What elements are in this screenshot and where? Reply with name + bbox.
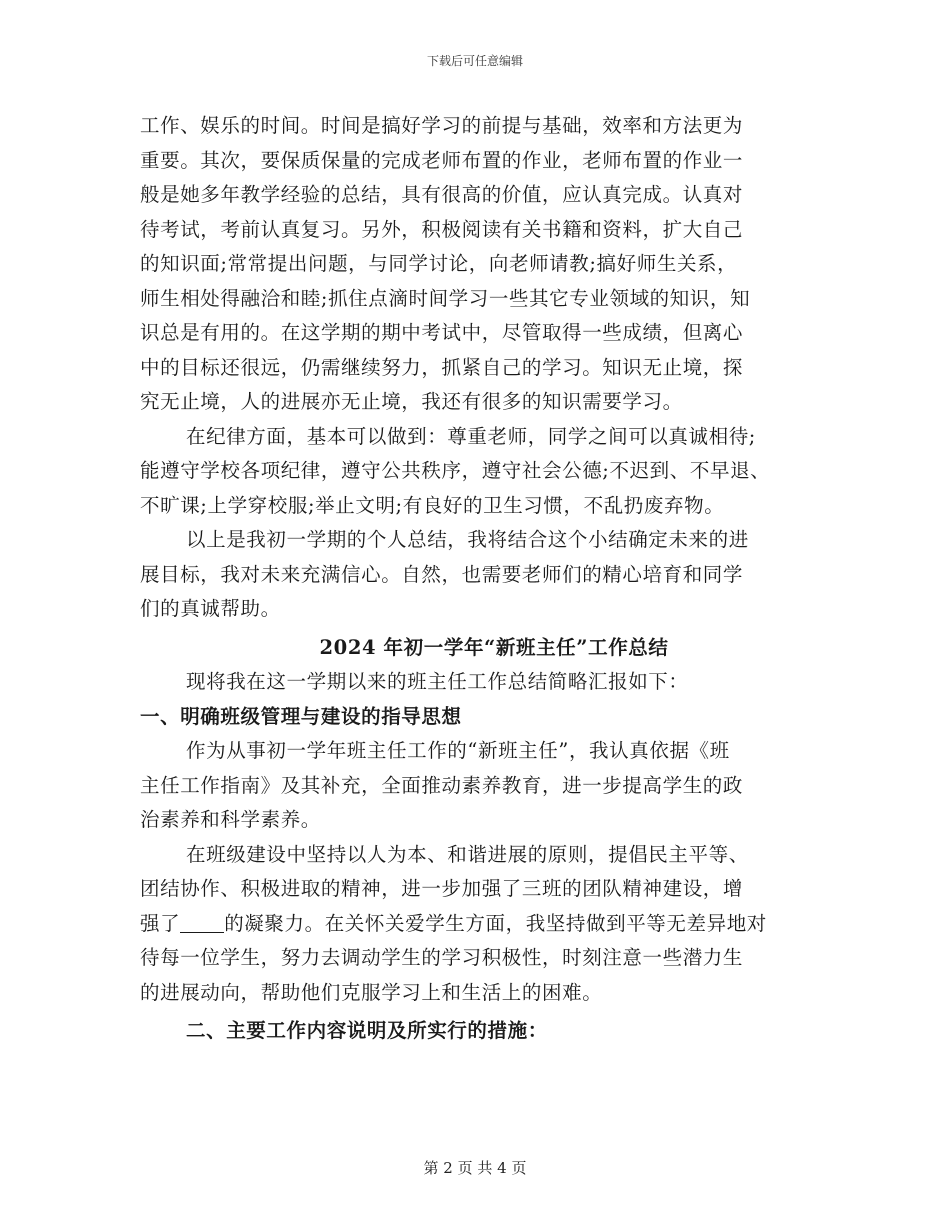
body-line: 展目标，我对未来充满信心。自然，也需要老师们的精心培育和同学 xyxy=(140,562,744,586)
page-footer: 第 2 页 共 4 页 xyxy=(423,1159,527,1177)
section-title: 2024 年初一学年“新班主任”工作总结 xyxy=(319,635,669,659)
fill-in-blank xyxy=(180,912,224,933)
body-line: 团结协作、积极进取的精神，进一步加强了三班的团队精神建设，增 xyxy=(140,877,744,900)
body-line: 待每一位学生，努力去调动学生的学习积极性，时刻注意一些潜力生 xyxy=(140,946,744,969)
body-line: 能遵守学校各项纪律，遵守公共秩序，遵守社会公德;不迟到、不早退、 xyxy=(140,459,771,482)
paragraph-start: 在纪律方面，基本可以做到：尊重老师，同学之间可以真诚相待; xyxy=(186,424,756,448)
body-line: 待考试，考前认真复习。另外，积极阅读有关书籍和资料，扩大自己 xyxy=(140,217,744,241)
paragraph-start: 在班级建设中坚持以人为本、和谐进展的原则，提倡民主平等、 xyxy=(186,842,749,866)
body-line: 治素养和科学素养。 xyxy=(140,808,321,831)
body-line: 工作、娱乐的时间。时间是搞好学习的前提与基础，效率和方法更为 xyxy=(140,114,744,137)
text-after-blank: 的凝聚力。在关怀关爱学生方面，我坚持做到平等无差异地对 xyxy=(224,911,767,935)
document-body xyxy=(140,109,812,1049)
paragraph-start: 以上是我初一学期的个人总结，我将结合这个小结确定未来的进 xyxy=(186,528,749,551)
body-line: 不旷课;上学穿校服;举止文明;有良好的卫生习惯，不乱扔废弃物。 xyxy=(140,493,725,517)
text-before-blank: 强了 xyxy=(140,911,181,935)
body-line: 的进展动向，帮助他们克服学习上和生活上的困难。 xyxy=(140,980,603,1004)
body-line: 重要。其次，要保质保量的完成老师布置的作业，老师布置的作业一 xyxy=(140,148,744,172)
page-header: 下载后可任意编辑 xyxy=(426,54,523,68)
body-line: 们的真诚帮助。 xyxy=(140,597,281,620)
body-line: 主任工作指南》及其补充，全面推动素养教育，进一步提高学生的政 xyxy=(140,773,744,797)
body-line: 中的目标还很远，仍需继续努力，抓紧自己的学习。知识无止境，探 xyxy=(140,355,744,379)
paragraph-start: 作为从事初一学年班主任工作的“新班主任”，我认真依据《班 xyxy=(186,739,730,762)
section-heading-2: 二、主要工作内容说明及所实行的措施： xyxy=(186,1019,548,1042)
body-line: 师生相处得融洽和睦;抓住点滴时间学习一些其它专业领域的知识，知 xyxy=(140,286,751,310)
body-line: 的知识面;常常提出问题，与同学讨论，向老师请教;搞好师生关系， xyxy=(140,252,738,275)
body-line: 般是她多年教学经验的总结，具有很高的价值，应认真完成。认真对 xyxy=(140,183,744,206)
section-heading-1: 一、明确班级管理与建设的指导思想 xyxy=(140,704,462,728)
body-line: 识总是有用的。在这学期的期中考试中，尽管取得一些成绩，但离心 xyxy=(140,321,744,344)
body-line: 究无止境，人的进展亦无止境，我还有很多的知识需要学习。 xyxy=(140,390,683,413)
body-line-with-blank xyxy=(140,907,812,942)
paragraph-start: 现将我在这一学期以来的班主任工作总结简略汇报如下： xyxy=(186,670,689,693)
